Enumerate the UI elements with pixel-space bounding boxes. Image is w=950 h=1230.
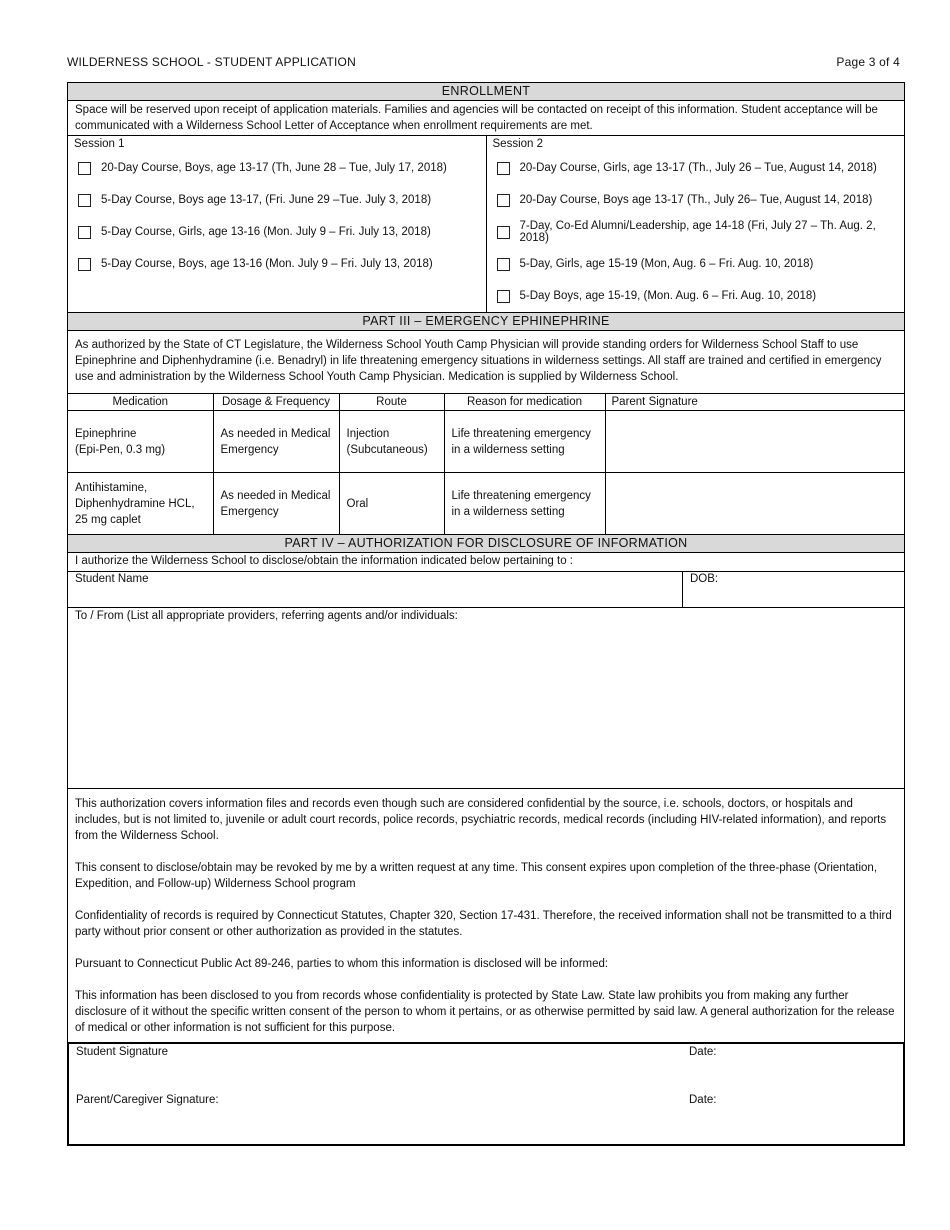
reason-cell bbox=[444, 473, 605, 535]
medication-cell bbox=[68, 473, 213, 535]
cell-line: 25 mg caplet bbox=[75, 513, 141, 526]
disclosure-paragraph: This consent to disclose/obtain may be revoked by me by a written request at any time. This consent expires upon completion of the three-phase (Orientation, Expedition, and Follow-up) Wilderness School program bbox=[75, 862, 878, 890]
checkbox[interactable] bbox=[497, 162, 510, 175]
student-name-label: Student Name bbox=[75, 573, 149, 585]
session-1-title: Session 1 bbox=[74, 138, 125, 150]
column-header: Reason for medication bbox=[444, 394, 605, 411]
disclosure-paragraph: Confidentiality of records is required by Connecticut Statutes, Chapter 320, Section 17-431. Therefore, the received information shall not be transmitted to a third party without prior consent or other authorization as provided in the statutes. bbox=[75, 910, 892, 938]
checkbox[interactable] bbox=[497, 290, 510, 303]
dob-label: DOB: bbox=[690, 573, 719, 585]
student-signature-label: Student Signature bbox=[76, 1046, 169, 1058]
table-header-row bbox=[68, 394, 904, 411]
session-1-column bbox=[68, 136, 486, 312]
option-label: 20-Day Course, Girls, age 13-17 (Th., July 26 – Tue, August 14, 2018) bbox=[519, 162, 877, 174]
option-label: 5-Day, Girls, age 15-19 (Mon, Aug. 6 – Fri. Aug. 10, 2018) bbox=[519, 258, 814, 270]
session-2-column bbox=[486, 136, 905, 312]
session-option[interactable] bbox=[74, 248, 480, 280]
cell-line: Oral bbox=[346, 497, 369, 510]
to-from-field[interactable] bbox=[68, 608, 904, 789]
cell-line: Emergency bbox=[220, 443, 279, 456]
page-number: Page 3 of 4 bbox=[836, 55, 900, 69]
reason-cell bbox=[444, 411, 605, 473]
session-option[interactable] bbox=[74, 216, 480, 248]
session-option[interactable] bbox=[493, 216, 899, 248]
disclosure-paragraph: Pursuant to Connecticut Public Act 89-246, parties to whom this information is disclosed will be informed: bbox=[75, 958, 609, 970]
authorize-line: I authorize the Wilderness School to disclose/obtain the information indicated below pertaining to : bbox=[68, 553, 904, 572]
cell-line: Emergency bbox=[220, 505, 279, 518]
option-label: 20-Day Course, Boys age 13-17 (Th., July 26– Tue, August 14, 2018) bbox=[519, 194, 873, 206]
enrollment-intro: Space will be reserved upon receipt of application materials. Families and agencies will be contacted on receipt of this information. Student acceptance will be communicated with a Wilderness School Letter of Acceptance when enrollment requirements are met. bbox=[68, 101, 904, 136]
student-name-field[interactable] bbox=[68, 572, 683, 607]
parent-signature-field[interactable] bbox=[76, 1094, 219, 1106]
cell-line: (Epi-Pen, 0.3 mg) bbox=[75, 443, 166, 456]
table-row bbox=[68, 473, 904, 535]
part3-intro: As authorized by the State of CT Legislature, the Wilderness School Youth Camp Physician will provide standing orders for Wilderness School Staff to use Epinephrine and Diphenhydramine (i.e. Benadryl) in life threatening emergency situations in wilderness settings. All staff are trained and certified in emergency use and administration by the Wilderness School Youth Camp Physician. Medication is supplied by Wilderness School. bbox=[68, 331, 904, 394]
cell-line: Diphenhydramine HCL, bbox=[75, 497, 195, 510]
document-title: WILDERNESS SCHOOL - STUDENT APPLICATION bbox=[67, 55, 356, 69]
student-info-row bbox=[68, 572, 904, 608]
student-signature-field[interactable] bbox=[76, 1046, 168, 1058]
cell-line: Injection bbox=[346, 427, 390, 440]
column-header: Dosage & Frequency bbox=[213, 394, 339, 411]
cell-line: (Subcutaneous) bbox=[346, 443, 428, 456]
disclosure-paragraph: This information has been disclosed to you from records whose confidentiality is protected by State Law. State law prohibits you from making any further disclosure of it without the specific written consent of the person to whom it pertains, or as otherwise permitted by said law. A general authorization for the release of medical or other information is not sufficient for this purpose. bbox=[75, 990, 895, 1034]
application-form bbox=[67, 82, 905, 1146]
option-label: 5-Day Course, Boys age 13-17, (Fri. June 29 –Tue. July 3, 2018) bbox=[101, 194, 432, 206]
enrollment-heading: ENROLLMENT bbox=[68, 83, 904, 101]
option-label: 5-Day Course, Boys, age 13-16 (Mon. July 9 – Fri. July 13, 2018) bbox=[101, 258, 433, 270]
cell-line: As needed in Medical bbox=[220, 489, 331, 502]
session-option[interactable] bbox=[493, 280, 899, 312]
disclosure-text bbox=[68, 789, 904, 1042]
cell-line: Life threatening emergency bbox=[451, 489, 591, 502]
route-cell bbox=[339, 411, 444, 473]
parent-signature-label: Parent/Caregiver Signature: bbox=[76, 1094, 219, 1106]
part4-heading: PART IV – AUTHORIZATION FOR DISCLOSURE OF INFORMATION bbox=[68, 534, 904, 553]
parent-signature-field[interactable] bbox=[605, 411, 904, 473]
medication-table bbox=[68, 394, 904, 534]
student-date-field[interactable] bbox=[689, 1046, 717, 1058]
parent-signature-field[interactable] bbox=[605, 473, 904, 535]
signature-box bbox=[67, 1042, 905, 1146]
column-header: Medication bbox=[68, 394, 213, 411]
part3-heading: PART III – EMERGENCY EPHINEPHRINE bbox=[68, 313, 904, 331]
checkbox[interactable] bbox=[497, 194, 510, 207]
route-cell bbox=[339, 473, 444, 535]
option-label: 5-Day Course, Girls, age 13-16 (Mon. July 9 – Fri. July 13, 2018) bbox=[101, 226, 431, 238]
session-option[interactable] bbox=[493, 248, 899, 280]
checkbox[interactable] bbox=[78, 258, 91, 271]
date-label: Date: bbox=[689, 1094, 717, 1106]
cell-line: in a wilderness setting bbox=[451, 443, 565, 456]
cell-line: in a wilderness setting bbox=[451, 505, 565, 518]
disclosure-paragraph: This authorization covers information files and records even though such are considered confidential by the source, i.e. schools, doctors, or hospitals and includes, but is not limited to, juvenile or adult court records, police records, psychiatric records, medical records (including HIV-related information), and reports from the Wilderness School. bbox=[75, 798, 887, 842]
checkbox[interactable] bbox=[78, 162, 91, 175]
checkbox[interactable] bbox=[78, 226, 91, 239]
option-label: 5-Day Boys, age 15-19, (Mon. Aug. 6 – Fri. Aug. 10, 2018) bbox=[519, 290, 817, 302]
dosage-cell bbox=[213, 411, 339, 473]
cell-line: Life threatening emergency bbox=[451, 427, 591, 440]
session-2-title: Session 2 bbox=[492, 138, 544, 150]
to-from-label: To / From (List all appropriate providers, referring agents and/or individuals: bbox=[75, 610, 458, 622]
option-label: 7-Day, Co-Ed Alumni/Leadership, age 14-18 (Fri, July 27 – Th. Aug. 2, 2018) bbox=[519, 220, 876, 244]
column-header: Route bbox=[339, 394, 444, 411]
cell-line: Epinephrine bbox=[75, 427, 137, 440]
table-row bbox=[68, 411, 904, 473]
session-option[interactable] bbox=[74, 184, 480, 216]
column-header: Parent Signature bbox=[605, 394, 904, 411]
cell-line: Antihistamine, bbox=[75, 481, 148, 494]
parent-date-field[interactable] bbox=[689, 1094, 717, 1106]
session-option[interactable] bbox=[493, 184, 899, 216]
medication-cell bbox=[68, 411, 213, 473]
checkbox[interactable] bbox=[497, 258, 510, 271]
checkbox[interactable] bbox=[497, 226, 510, 239]
session-option[interactable] bbox=[74, 152, 480, 184]
session-option[interactable] bbox=[493, 152, 899, 184]
option-label: 20-Day Course, Boys, age 13-17 (Th, June 28 – Tue, July 17, 2018) bbox=[101, 162, 447, 174]
date-label: Date: bbox=[689, 1046, 717, 1058]
cell-line: As needed in Medical bbox=[220, 427, 331, 440]
dob-field[interactable] bbox=[683, 572, 904, 607]
session-options bbox=[68, 136, 904, 313]
dosage-cell bbox=[213, 473, 339, 535]
checkbox[interactable] bbox=[78, 194, 91, 207]
